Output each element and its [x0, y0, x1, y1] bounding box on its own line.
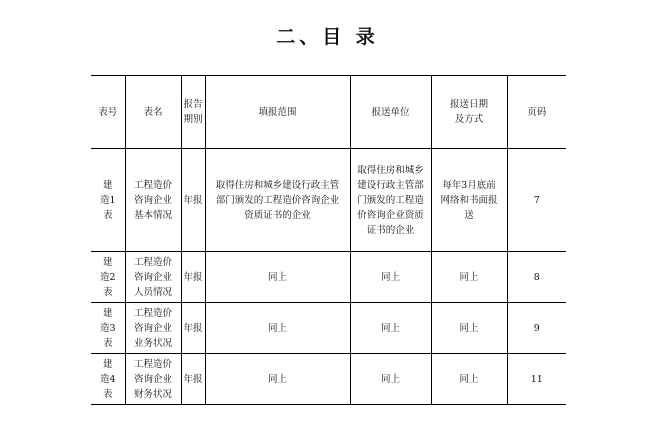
catalog-table [91, 75, 566, 405]
cell-unit: 同上 [350, 252, 431, 303]
header-period: 报告期别 [181, 76, 205, 149]
header-page: 页码 [507, 76, 566, 149]
header-name: 表名 [125, 76, 181, 149]
header-code: 表号 [91, 76, 125, 149]
cell-period: 年报 [181, 252, 205, 303]
cell-date: 同上 [431, 354, 507, 405]
cell-page: 8 [507, 252, 566, 303]
cell-name: 工程造价咨询企业财务状况 [125, 354, 181, 405]
cell-name: 工程造价咨询企业业务状况 [125, 303, 181, 354]
table-row [91, 303, 566, 354]
cell-unit: 取得住房和城乡建设行政主管部门颁发的工程造价咨询企业资质证书的企业 [350, 149, 431, 252]
cell-page: 7 [507, 149, 566, 252]
cell-page: 9 [507, 303, 566, 354]
cell-code: 建造2表 [91, 252, 125, 303]
table-row [91, 149, 566, 252]
cell-name: 工程造价咨询企业基本情况 [125, 149, 181, 252]
cell-scope: 同上 [205, 303, 350, 354]
cell-unit: 同上 [350, 303, 431, 354]
cell-page: 11 [507, 354, 566, 405]
cell-code: 建造1表 [91, 149, 125, 252]
cell-date: 同上 [431, 303, 507, 354]
cell-name: 工程造价咨询企业人员情况 [125, 252, 181, 303]
cell-code: 建造3表 [91, 303, 125, 354]
cell-scope: 同上 [205, 354, 350, 405]
table-row [91, 252, 566, 303]
header-scope: 填报范围 [205, 76, 350, 149]
cell-period: 年报 [181, 354, 205, 405]
cell-period: 年报 [181, 303, 205, 354]
cell-unit: 同上 [350, 354, 431, 405]
header-unit: 报送单位 [350, 76, 431, 149]
cell-period: 年报 [181, 149, 205, 252]
table-header-row [91, 76, 566, 149]
header-date: 报送日期及方式 [431, 76, 507, 149]
table-row [91, 354, 566, 405]
cell-date: 每年3月底前网络和书面报送 [431, 149, 507, 252]
cell-scope: 同上 [205, 252, 350, 303]
cell-scope: 取得住房和城乡建设行政主管部门颁发的工程造价咨询企业资质证书的企业 [205, 149, 350, 252]
cell-code: 建造4表 [91, 354, 125, 405]
cell-date: 同上 [431, 252, 507, 303]
page-title: 二、目 录 [276, 26, 379, 48]
